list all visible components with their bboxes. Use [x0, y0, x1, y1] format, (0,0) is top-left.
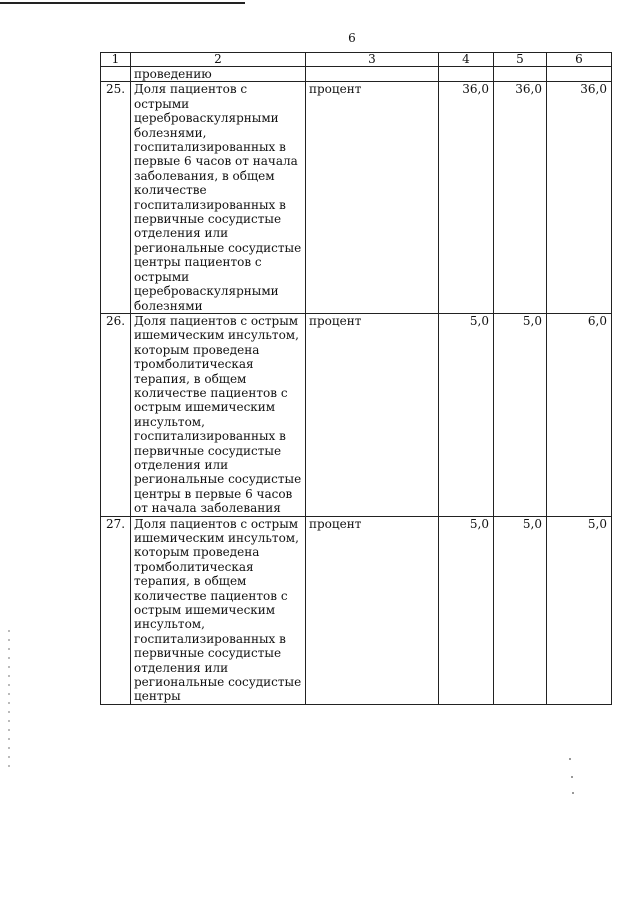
indicator-text: Доля пациентов с острыми цереброваскулярными болезнями, госпитализированных в первые 6 часов от начала заболевания, в общем количестве госпитализированных в первичные сосудистые отделения или региональные сосудистые центры пациентов с острыми цереброваскулярными болезнями [131, 82, 306, 314]
unit-text: процент [306, 82, 439, 314]
header-col-1: 1 [101, 53, 131, 67]
header-col-5: 5 [494, 53, 547, 67]
value-col-4: 5,0 [439, 516, 494, 704]
value-col-5: 5,0 [494, 313, 547, 516]
scan-margin-dots [8, 630, 10, 770]
indicator-text: Доля пациентов с острым ишемическим инсультом, которым проведена тромболитическая терапия, в общем количестве пациентов с острым ишемическим инсультом, госпитализированных в первичные сосудистые отделения или региональные сосудистые центры [131, 516, 306, 704]
header-col-3: 3 [306, 53, 439, 67]
value-col-6: 5,0 [547, 516, 612, 704]
indicator-text: Доля пациентов с острым ишемическим инсультом, которым проведена тромболитическая терапия, в общем количестве пациентов с острым ишемическим инсультом, госпитализированных в первичные сосудистые отделения или региональные сосудистые центры в первые 6 часов от начала заболевания [131, 313, 306, 516]
row-number: 26. [101, 313, 131, 516]
top-edge-line [0, 2, 245, 4]
value-col-6: 36,0 [547, 82, 612, 314]
header-col-2: 2 [131, 53, 306, 67]
header-row [101, 53, 612, 67]
row-number: 27. [101, 516, 131, 704]
value-col-6: 6,0 [547, 313, 612, 516]
unit-text: процент [306, 313, 439, 516]
row-number: 25. [101, 82, 131, 314]
value-col-4: 5,0 [439, 313, 494, 516]
scan-speck [569, 758, 571, 760]
scan-speck [571, 776, 573, 778]
value-col-4: 36,0 [439, 82, 494, 314]
indicators-table [100, 52, 612, 705]
header-col-4: 4 [439, 53, 494, 67]
value-col-5: 5,0 [494, 516, 547, 704]
scan-speck [572, 792, 574, 794]
continuation-text: проведению [131, 67, 306, 82]
table-row [101, 516, 612, 704]
continuation-row [101, 67, 612, 82]
header-col-6: 6 [547, 53, 612, 67]
table-row [101, 82, 612, 314]
table-row [101, 313, 612, 516]
page-number: 6 [348, 31, 356, 45]
value-col-5: 36,0 [494, 82, 547, 314]
unit-text: процент [306, 516, 439, 704]
